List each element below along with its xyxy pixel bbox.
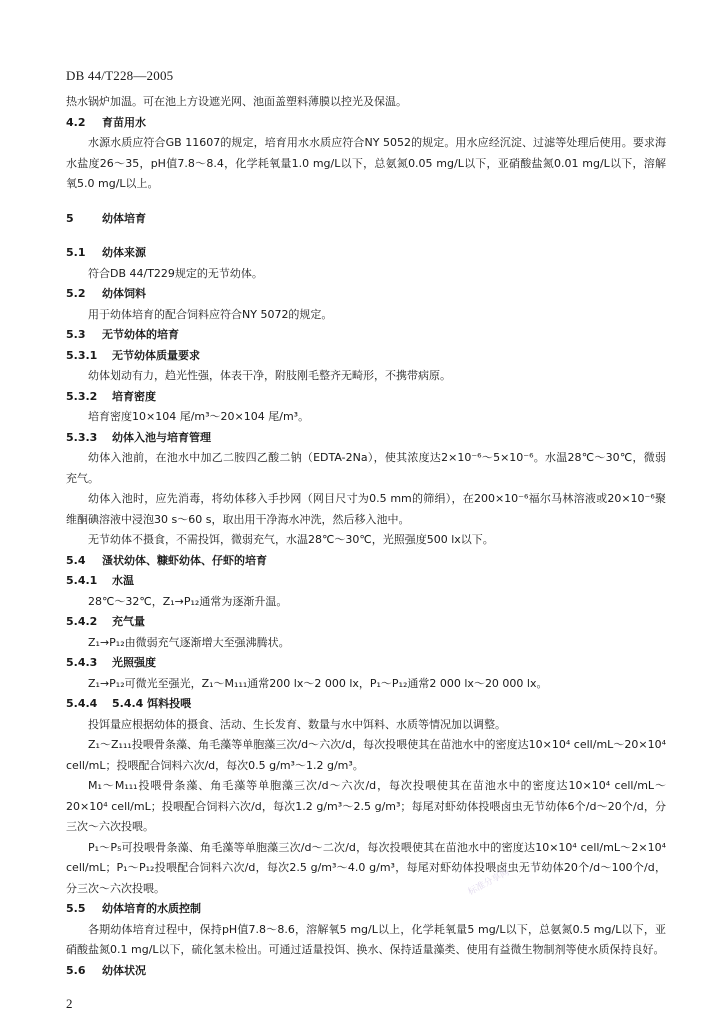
section-gap: [66, 195, 666, 209]
heading-number: 5.3.3: [66, 430, 98, 444]
heading-number: 5.4.3: [66, 656, 98, 669]
paragraph: Z₁→P₁₂可微光至强光，Z₁～M₁₁₁通常200 lx～2 000 lx，P₁～P₁₂通常2 000 lx～20 000 lx。: [88, 676, 548, 690]
heading-text: 幼体状况: [102, 963, 146, 977]
paragraph: Z₁→P₁₂由微弱充气逐渐增大至强沸腾状。: [88, 635, 290, 649]
heading-text: 无节幼体的培育: [102, 328, 179, 341]
heading-text: 培育密度: [112, 389, 156, 403]
paragraph: 28℃～32℃，Z₁→P₁₂通常为逐渐升温。: [88, 594, 288, 608]
heading-text: 水温: [112, 574, 134, 587]
heading-number: 5.3.1: [66, 348, 98, 362]
heading-number: 5.1: [66, 246, 86, 259]
paragraph: 水源水质应符合GB 11607的规定，培育用水水质应符合NY 5052的规定。用水应经沉淀、过滤等处理后使用。要求海水盐度26～35，pH值7.8～8.4，化学耗氧量1.0 mg/L以下，总氨氮0.05 mg/L以下，亚硝酸盐氮0.01 mg/L以下，溶解氧5.0 mg/L以上。: [66, 136, 666, 190]
paragraph: 各期幼体培育过程中，保持pH值7.8～8.6，溶解氧5 mg/L以上，化学耗氧量5 mg/L以下，总氨氮0.5 mg/L以下，亚硝酸盐氮0.1 mg/L以下，硫化氢未检出。可通过适量投饵、换水、保持适量藻类、使用有益微生物制剂等使水质保持良好。: [66, 922, 666, 956]
page-number: 2: [66, 996, 73, 1011]
paragraph: 热水锅炉加温。可在池上方设遮光网、池面盖塑料薄膜以控光及保温。: [66, 95, 407, 108]
heading-text: 溞状幼体、糠虾幼体、仔虾的培育: [102, 553, 267, 567]
heading-text: 5.4.4 饵料投喂: [112, 697, 192, 710]
section-heading: [66, 243, 666, 264]
heading-number: 5.3.2: [66, 389, 98, 403]
paragraph: 幼体入池时，应先消毒，将幼体移入手抄网（网目尺寸为0.5 mm的筛绢），在200×10⁻⁶福尔马林溶液或20×10⁻⁶聚维酮碘溶液中浸泡30 s～60 s，取出用干净海水冲洗，然后移入池中。: [66, 492, 666, 526]
heading-number: 5.4: [66, 553, 86, 567]
section-heading: [66, 325, 666, 346]
heading-number: 5.4.4: [66, 697, 98, 710]
paragraph: 投饵量应根据幼体的摄食、活动、生长发育、数量与水中饵料、水质等情况加以调整。: [88, 717, 506, 731]
paragraph: 幼体入池前，在池水中加乙二胺四乙酸二钠（EDTA-2Na），使其浓度达2×10⁻⁶～5×10⁻⁶。水温28℃～30℃，微弱充气。: [66, 451, 666, 485]
heading-text: 无节幼体质量要求: [112, 348, 200, 362]
heading-number: 5.5: [66, 902, 86, 915]
heading-text: 充气量: [112, 615, 145, 628]
subsection-heading: [66, 694, 666, 715]
heading-text: 育苗用水: [102, 115, 146, 129]
heading-text: 光照强度: [112, 656, 156, 669]
paragraph: 符合DB 44/T229规定的无节幼体。: [88, 266, 263, 280]
heading-text: 幼体入池与培育管理: [112, 430, 211, 444]
section-heading: [66, 113, 666, 134]
heading-number: 4.2: [66, 115, 86, 129]
section-heading: [66, 551, 666, 572]
heading-text: 幼体饲料: [102, 287, 146, 300]
subsection-heading: [66, 428, 666, 449]
heading-text: 幼体培育: [102, 211, 146, 225]
heading-number: 5.6: [66, 963, 86, 977]
subsection-heading: [66, 387, 666, 408]
section-heading: [66, 899, 666, 920]
paragraph: P₁～P₅可投喂骨条藻、角毛藻等单胞藻三次/d～二次/d，每次投喂使其在苗池水中的密度达10×10⁴ cell/mL～2×10⁴ cell/mL；P₁～P₁₂投喂配合饲料六次/d，每次2.5 g/m³～4.0 g/m³，每尾对虾幼体投喂卤虫无节幼体20个/d～100个/d，分三次～六次投喂。: [66, 840, 666, 895]
paragraph: Z₁～Z₁₁₁投喂骨条藻、角毛藻等单胞藻三次/d～六次/d，每次投喂使其在苗池水中的密度达10×10⁴ cell/mL～20×10⁴ cell/mL；投喂配合饲料六次/d，每次0.5 g/m³～1.2 g/m³。: [66, 738, 666, 772]
paragraph: 无节幼体不摄食，不需投饵，微弱充气，水温28℃～30℃，光照强度500 lx以下。: [88, 533, 494, 546]
subsection-heading: [66, 612, 666, 633]
watermark: 标准分享网: [466, 867, 512, 898]
section-gap: [66, 229, 666, 243]
heading-text: 幼体培育的水质控制: [102, 902, 201, 915]
section-heading: [66, 209, 666, 230]
section-heading: [66, 961, 666, 982]
standard-header: DB 44/T228—2005: [66, 68, 174, 83]
paragraph: 幼体划动有力，趋光性强，体表干净，附肢刚毛整齐无畸形，不携带病原。: [88, 369, 451, 382]
subsection-heading: [66, 346, 666, 367]
subsection-heading: [66, 653, 666, 674]
heading-number: 5: [66, 211, 74, 225]
heading-number: 5.2: [66, 287, 86, 300]
paragraph: M₁～M₁₁₁投喂骨条藻、角毛藻等单胞藻三次/d～六次/d，每次投喂使其在苗池水中的密度达10×10⁴ cell/mL～20×10⁴ cell/mL；投喂配合饲料六次/d，每次1.2 g/m³～2.5 g/m³；每尾对虾幼体投喂卤虫无节幼体6个/d～20个/d，分三次～六次投喂。: [66, 779, 666, 833]
section-heading: [66, 284, 666, 305]
heading-text: 幼体来源: [102, 246, 146, 259]
subsection-heading: [66, 571, 666, 592]
heading-number: 5.3: [66, 328, 86, 341]
heading-number: 5.4.1: [66, 574, 98, 587]
heading-number: 5.4.2: [66, 615, 98, 628]
paragraph: 培育密度10×104 尾/m³～20×104 尾/m³。: [88, 410, 310, 423]
paragraph: 用于幼体培育的配合饲料应符合NY 5072的规定。: [88, 307, 333, 321]
document-body: [66, 92, 666, 981]
